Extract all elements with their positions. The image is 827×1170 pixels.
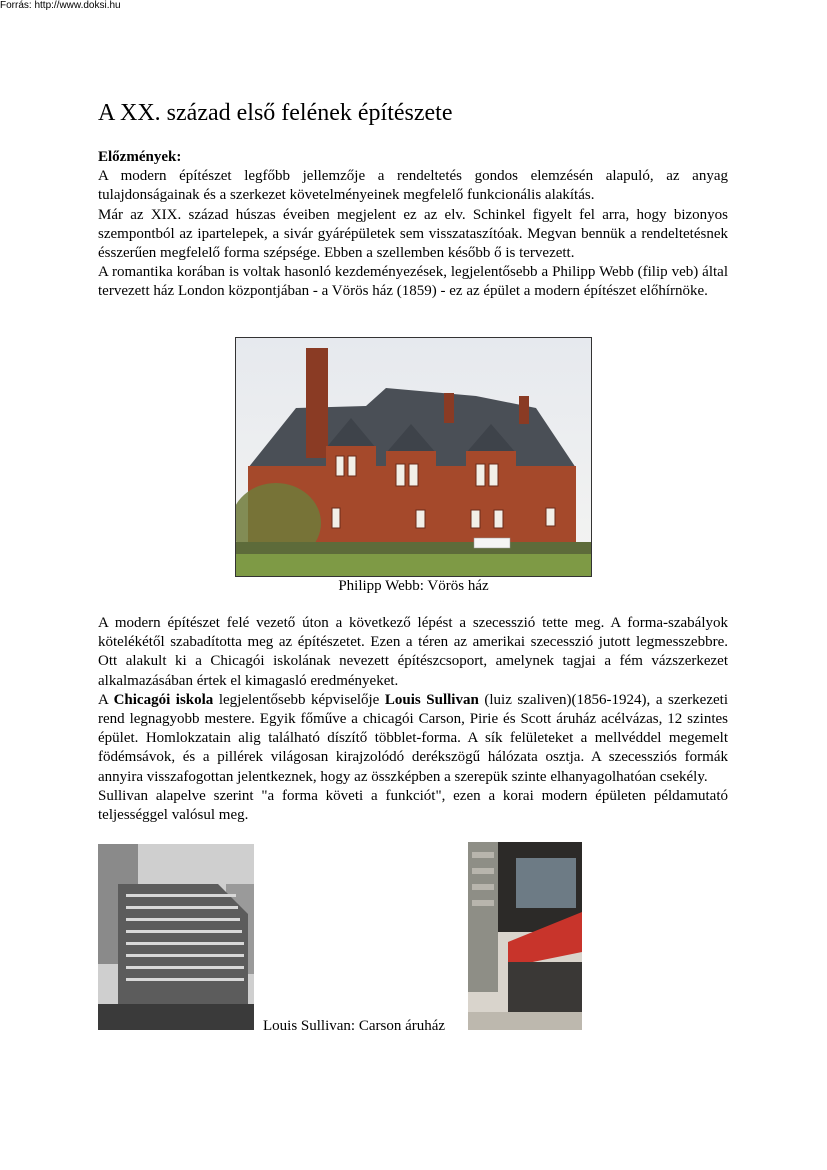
page-title: A XX. század első felének építészete: [98, 100, 453, 126]
intro-heading: Előzmények:: [98, 149, 182, 165]
carson-caption: Louis Sullivan: Carson áruház: [263, 1018, 446, 1034]
para2-text-a: A: [98, 691, 114, 708]
intro-section: [98, 148, 728, 302]
para2-text-d: (luiz szaliven)(1856-1924), a szerkezeti rend legnagyobb mestere. Egyik főműve a chicagói Carson, Pirie és Scott áruház acélvázas, 12 szintes épület. Homlokzatain alig található díszítő többlet-forma. A sík felületeket a mellvéddel megemelt födémsávok, és a pillérek világosan kirajzolódó derékszögű hálózata osztja. A szecessziós formák annyira visszafogottan jelentkeznek, hogy az összképben a szerepük szinte elhanyagolhatóan csekély.: [98, 691, 728, 785]
intro-paragraph-2: Már az XIX. század húszas éveiben megjelent ez az elv. Schinkel figyelt fel arra, hogy bizonyos szempontból az ipartelepek, a sivár gyárépületek sem visszataszítóak. Megvan bennük a rendeltetésnek ésszerűen megfelelő forma szépsége. Ebben a szellemben később ő is tervezett.: [98, 206, 728, 262]
carson-color-photo: [468, 842, 582, 1030]
source-line: Forrás: http://www.doksi.hu: [0, 0, 121, 11]
chicago-section: [98, 614, 728, 825]
intro-paragraph-1: A modern építészet legfőbb jellemzője a rendeltetés gondos elemzésén alapuló, az anyag tulajdonságainak és a szerkezet követelményeinek megfelelő funkcionális alakítás.: [98, 168, 728, 204]
chicago-paragraph-3: Sullivan alapelve szerint "a forma követi a funkciót", ezen a korai modern épületen példamutató teljességgel valósul meg.: [98, 787, 728, 824]
red-house-caption: Philipp Webb: Vörös ház: [338, 578, 489, 594]
intro-paragraph-3: A romantika korában is voltak hasonló kezdeményezések, legjelentősebb a Philipp Webb (filip veb) által tervezett ház London központjában - a Vörös ház (1859) - ez az épület a modern építészet előhírnöke.: [98, 264, 728, 300]
chicago-school-term: Chicagói iskola: [113, 691, 214, 708]
red-house-photo: [235, 337, 592, 577]
chicago-paragraph-1: A modern építészet felé vezető úton a következő lépést a szecesszió tette meg. A forma-szabályok kötelékétől szabadította meg az építészetet. Ezen a téren az amerikai szecesszió jutott legmesszebbre. Ott alakult ki a Chicagói iskolának nevezett építészcsoport, amelynek tagjai a fém vázszerkezet alkalmazásában értek el kimagasló eredményeket.: [98, 615, 728, 689]
louis-sullivan-name: Louis Sullivan: [384, 691, 479, 708]
para2-text-c: legjelentősebb képviselője: [213, 691, 385, 708]
chicago-paragraph-2: [98, 691, 728, 787]
carson-bw-photo: [98, 844, 254, 1030]
